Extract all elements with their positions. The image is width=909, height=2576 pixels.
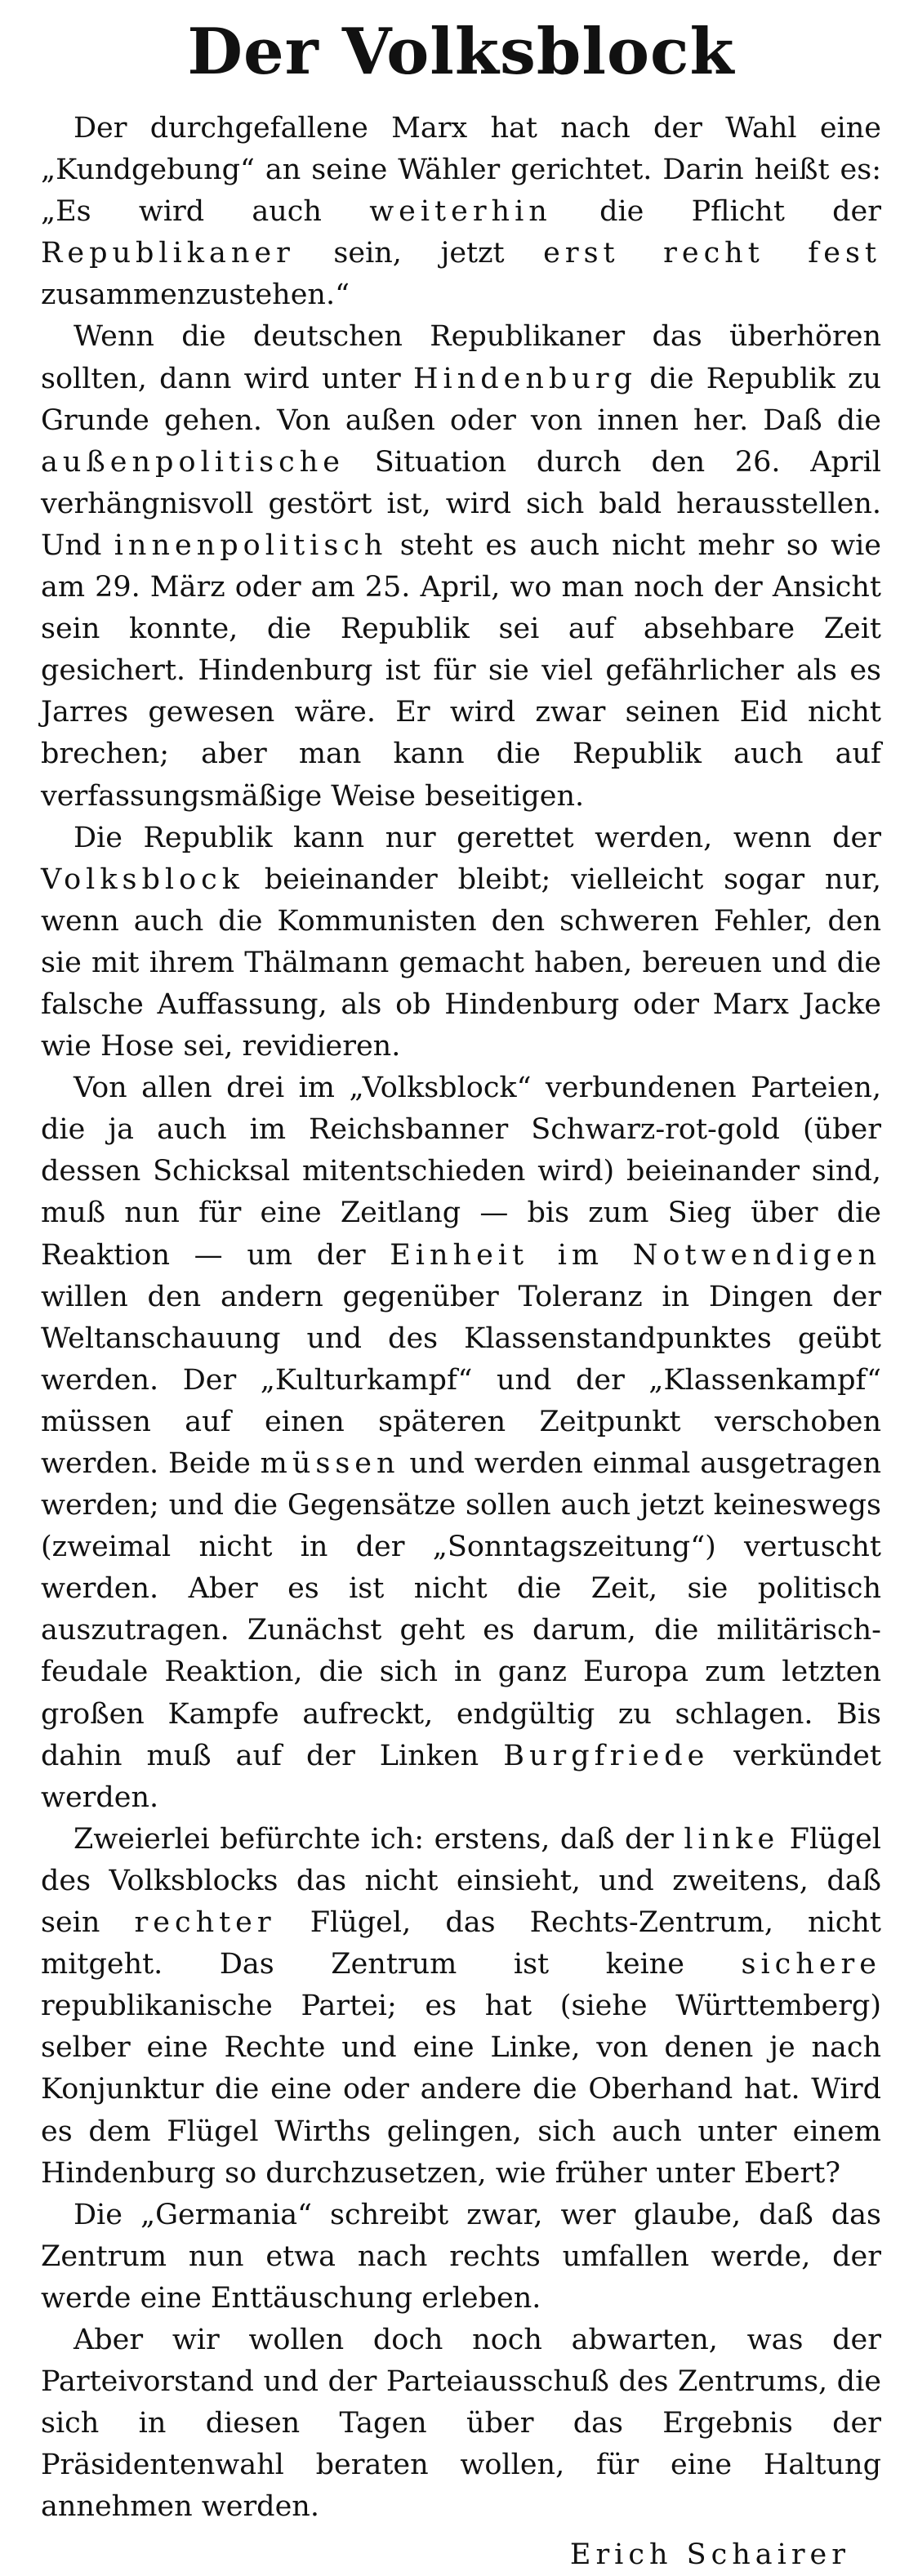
paragraph-text: die Pflicht der: [551, 195, 881, 229]
paragraph-text: Wenn die deutschen Republikaner das überhören sollten, dann wird unter: [41, 320, 881, 395]
article-paragraph: [41, 1819, 881, 2195]
emphasized-text: Burgfriede: [503, 1739, 710, 1772]
paragraph-text: beieinander bleibt; vielleicht sogar nur, wenn auch die Kommunisten den schweren Fehler, den sie mit ihrem Thälmann gemacht haben, bereuen und die falsche Auffassung, als ob Hindenburg oder Marx Jacke wie Hose sei, revidieren.: [41, 862, 881, 1063]
article-paragraph: [41, 818, 881, 1068]
emphasized-text: außenpolitische: [41, 445, 345, 479]
author-signature: Erich Schairer: [569, 2538, 850, 2572]
paragraph-text: republikanische Partei; es hat (siehe Württemberg) selber eine Rechte und eine Linke, von denen je nach Konjunktur die eine oder andere die Oberhand hat. Wird es dem Flügel Wirths gelingen, sich auch unter einem Hindenburg so durchzusetzen, wie früher unter Ebert?: [41, 1990, 881, 2190]
paragraph-text: Flügel, das Rechts-Zentrum, nicht mitgeht. Das Zentrum ist keine: [41, 1906, 881, 1981]
emphasized-text: Volksblock: [41, 862, 244, 896]
paragraph-text: Der durchgefallene Marx hat nach der Wahl eine „Kundgebung“ an seine Wähler gerichtet. Darin heißt es: „Es wird auch: [41, 112, 881, 229]
paragraph-text: willen den andern gegenüber Toleranz in Dingen der Weltanschauung und des Klassenstandpunktes geübt werden. Der „Kulturkampf“ und der „Klassenkampf“ müssen auf einen späteren Zeitpunkt verschoben werden. Beide: [41, 1280, 881, 1480]
article-body: [41, 108, 881, 2528]
paragraph-text: Die Republik kann nur gerettet werden, wenn der: [74, 821, 881, 854]
emphasized-text: Hindenburg: [413, 362, 638, 395]
paragraph-text: Zweierlei befürchte ich: erstens, daß der: [74, 1822, 684, 1856]
paragraph-text: die Republik zu Grunde gehen. Von außen oder von innen her. Daß die: [41, 362, 881, 437]
emphasized-text: sichere: [741, 1948, 881, 1981]
emphasized-text: linke: [684, 1822, 780, 1856]
paragraph-text: Aber wir wollen doch noch abwarten, was der Parteivorstand und der Parteiausschuß des Zentrums, die sich in diesen Tagen über das Ergebnis der Präsidentenwahl beraten wollen, für eine Haltung annehmen werden.: [41, 2323, 881, 2524]
headline: Der Volksblock: [187, 15, 735, 89]
emphasized-text: Einheit im Notwendigen: [390, 1238, 881, 1272]
article-paragraph: [41, 1067, 881, 1819]
paragraph-text: zusammenzustehen.“: [41, 279, 350, 312]
paragraph-text: steht es auch nicht mehr so wie am 29. März oder am 25. April, wo man noch der Ansicht sein konnte, die Republik sei auf absehbare Zeit gesichert. Hindenburg ist für sie viel gefährlicher als es Jarres gewesen wäre. Er wird zwar seinen Eid nicht brechen; aber man kann die Republik auch auf verfassungsmäßige Weise beseitigen.: [41, 528, 881, 813]
emphasized-text: erst recht fest: [543, 237, 881, 270]
paragraph-text: verkündet werden.: [41, 1739, 881, 1814]
emphasized-text: innenpolitisch: [114, 528, 388, 562]
emphasized-text: Republikaner: [41, 237, 295, 270]
paragraph-text: und werden einmal ausgetragen werden; und die Gegensätze sollen auch jetzt keineswegs (zweimal nicht in der „Sonntagszeitung“) vertuscht werden. Aber es ist nicht die Zeit, sie politisch auszutragen. Zunächst geht es darum, die militärisch-feudale Reaktion, die sich in ganz Europa zum letzten großen Kampfe aufreckt, endgültig zu schlagen. Bis dahin muß auf der Linken: [41, 1447, 882, 1772]
article-paragraph: [41, 108, 881, 316]
paragraph-text: Von allen drei im „Volksblock“ verbundenen Parteien, die ja auch im Reichsbanner Schwarz-rot-gold (über dessen Schicksal mitentschieden wird) beieinander sind, muß nun für eine Zeitlang — bis zum Sieg über die Reaktion — um der: [41, 1072, 881, 1272]
paragraph-text: Die „Germania“ schreibt zwar, wer glaube, daß das Zentrum nun etwa nach rechts umfallen werde, der werde eine Enttäuschung erleben.: [41, 2198, 881, 2315]
article-paragraph: [41, 316, 881, 817]
emphasized-text: müssen: [260, 1447, 400, 1480]
emphasized-text: weiterhin: [369, 195, 552, 229]
paragraph-text: sein, jetzt: [294, 237, 544, 270]
paragraph-text: Flügel des Volksblocks das nicht einsieht, und zweitens, daß sein: [41, 1822, 881, 1940]
emphasized-text: rechter: [134, 1906, 276, 1940]
article-paragraph: [41, 2195, 881, 2320]
paragraph-text: Situation durch den 26. April verhängnisvoll gestört ist, wird sich bald herausstellen. Und: [41, 445, 881, 562]
article-paragraph: [41, 2320, 881, 2528]
